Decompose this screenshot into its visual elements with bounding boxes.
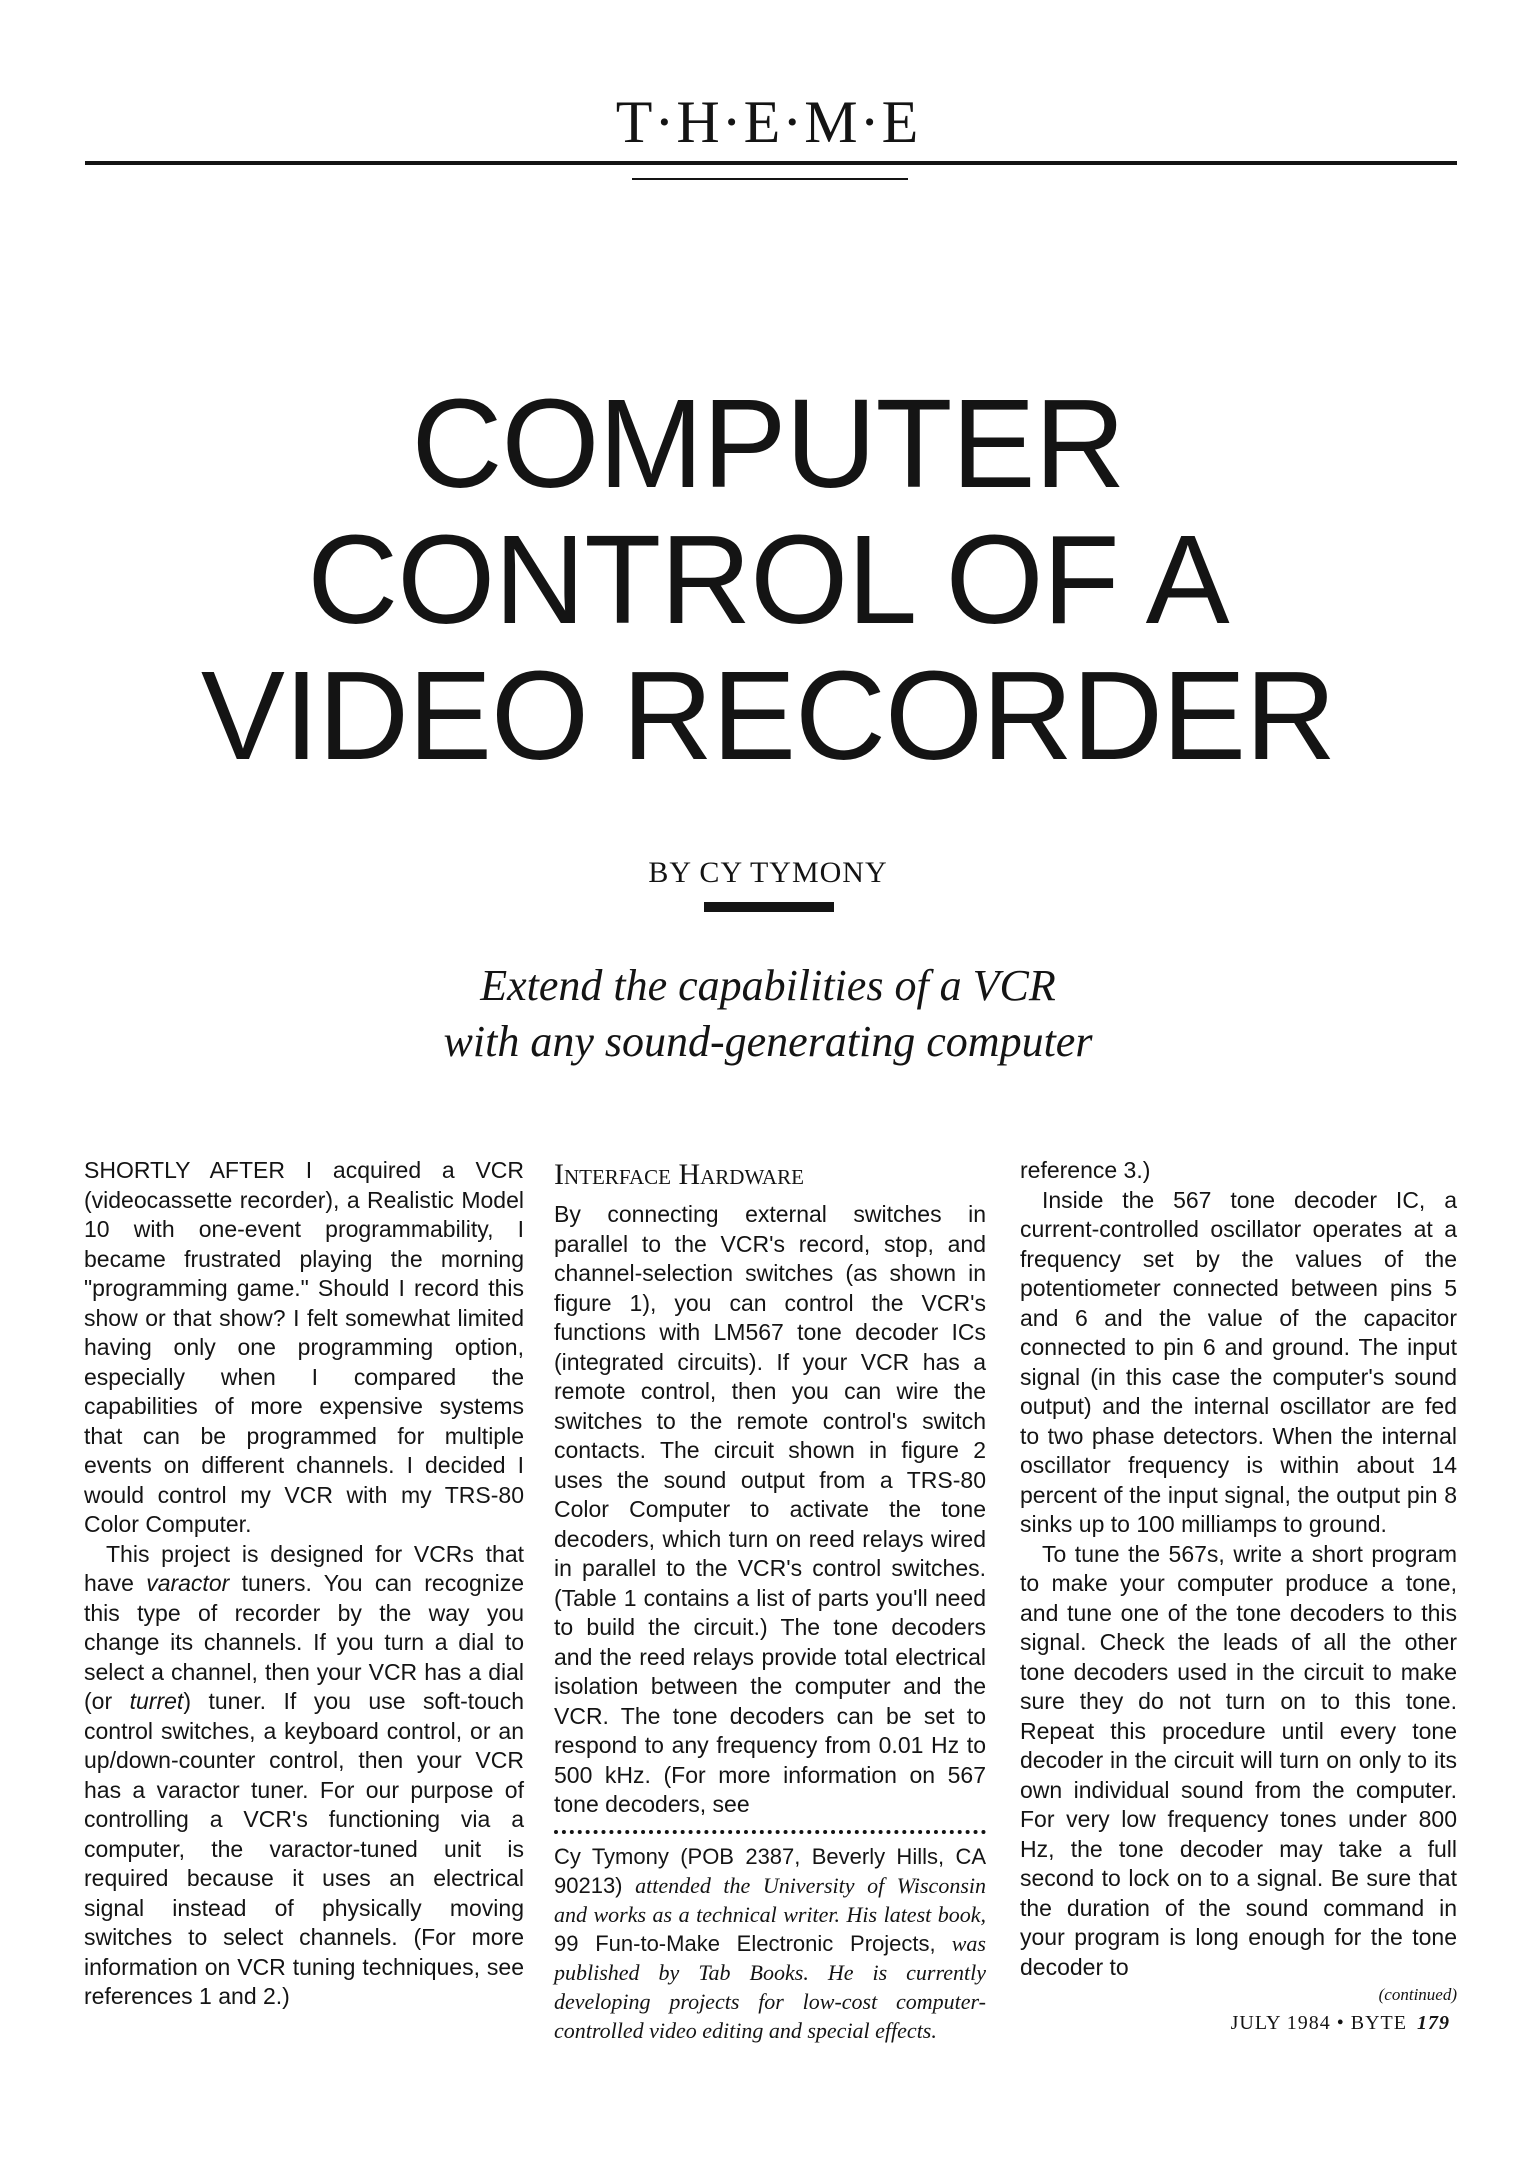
paragraph <box>84 1540 524 2012</box>
issue-label: JULY 1984 • BYTE <box>1230 2012 1407 2034</box>
paragraph-text: I acquired a VCR (videocassette recorder), a Realistic Model 10 with one-event programmability, I became frustrated playing the morning "programming game." Should I record this show or that show? I felt somewhat limited having only one programming option, especially when I compared the capabilities of more expensive systems that can be programmed for multiple events on different channels. I decided I would control my VCR with my TRS-80 Color Computer. <box>84 1157 525 1537</box>
bio-book: 99 Fun-to-Make Electronic Projects, <box>554 1930 936 1956</box>
page-footer <box>1231 2012 1450 2035</box>
paragraph: To tune the 567s, write a short program to make your computer produce a tone, and tune one of the tone decoders to this signal. Check the leads of all the other tone decoders used in the circuit to make sure they do not turn on to this tone. Repeat this procedure until every tone decoder in the circuit will turn on only to its own individual sound from the computer. For very low frequency tones under 800 Hz, the tone decoder may take a full second to lock on to a signal. Be sure that the duration of the sound command in your program is long enough for the tone decoder to <box>1020 1540 1457 1980</box>
lead-in: SHORTLY AFTER <box>84 1157 285 1183</box>
article-title <box>60 373 1476 786</box>
bio-text: was published by Tab Books. He is currently developing projects for low-cost computer-controlled video editing and special effects. <box>554 1930 986 2043</box>
bio-name: Cy Tymony (POB 2387, Beverly Hills, CA 90213) <box>554 1843 986 1898</box>
emphasis: varactor <box>146 1570 230 1596</box>
bio-text: attended the University of Wisconsin and works as a technical writer. His latest book, <box>554 1872 986 1927</box>
title-line-1: COMPUTER <box>411 373 1125 514</box>
column-1 <box>84 1156 524 2012</box>
deck-line-1: Extend the capabilities of a VCR <box>480 961 1056 1010</box>
emphasis: turret <box>129 1688 184 1714</box>
title-line-2: CONTROL OF A <box>307 509 1229 650</box>
column-2 <box>554 1156 986 2045</box>
header-rule <box>85 161 1457 165</box>
column-3 <box>1020 1156 1457 2006</box>
paragraph: By connecting external switches in parallel to the VCR's record, stop, and channel-selection switches (as shown in figure 1), you can control the VCR's functions with LM567 tone decoder ICs (integrated circuits). If your VCR has a remote control, then you can wire the switches to the remote control's switch contacts. The circuit shown in figure 2 uses the sound output from a TRS-80 Color Computer to activate the tone decoders, which turn on reed relays wired in parallel to the VCR's control switches. (Table 1 contains a list of parts you'll need to build the circuit.) The tone decoders and the reed relays provide total electrical isolation between the computer and the VCR. The tone decoders can be set to respond to any frequency from 0.01 Hz to 500 kHz. (For more information on 567 tone decoders, see <box>554 1201 986 1817</box>
continued-label: (continued) <box>1378 1985 1457 2004</box>
author-bio <box>554 1830 986 2045</box>
paragraph: reference 3.) <box>1020 1157 1151 1183</box>
section-header: T·H·E·M·E <box>615 89 921 155</box>
paragraph-text: tuners. You can recognize this type of recorder by the way you change its channels. If you turn a dial to select a channel, then your VCR has a dial (or <box>84 1570 524 1714</box>
subheading: Interface Hardware <box>554 1158 804 1191</box>
byline: BY CY TYMONY <box>648 856 888 889</box>
byline-bar <box>704 902 834 912</box>
paragraph-text: This project is designed for VCRs that have <box>84 1540 524 1596</box>
page-number: 179 <box>1417 2012 1450 2034</box>
paragraph: Inside the 567 tone decoder IC, a current-controlled oscillator operates at a frequency set by the values of the potentiometer connected between pins 5 and 6 and the value of the capacitor connected to pin 6 and ground. The input signal (in this case the computer's sound output) and the internal oscillator are fed to two phase detectors. When the internal oscillator frequency is within about 14 percent of the input signal, the output pin 8 sinks up to 100 milliamps to ground. <box>1020 1186 1457 1537</box>
paragraph-text: ) tuner. If you use soft-touch control switches, a keyboard control, or an up/down-counter control, then your VCR has a varactor tuner. For our purpose of controlling a VCR's functioning via a computer, the varactor-tuned unit is required because it uses an electrical signal instead of physically moving switches to select channels. (For more information on VCR tuning techniques, see references 1 and 2.) <box>84 1688 524 2009</box>
deck-line-2: with any sound-generating computer <box>443 1017 1093 1066</box>
paragraph <box>84 1156 524 1540</box>
header-subrule <box>632 178 908 180</box>
article-deck <box>0 958 1536 1070</box>
title-line-3: VIDEO RECORDER <box>200 645 1336 786</box>
